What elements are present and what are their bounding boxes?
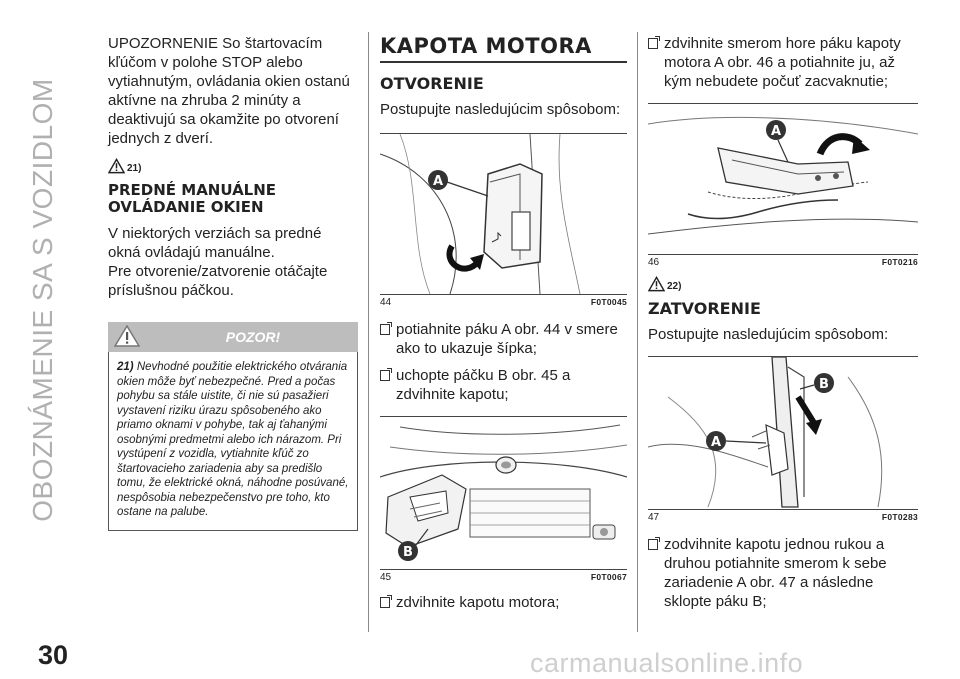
figure-code: F0T0283: [881, 512, 918, 522]
figure-caption: [648, 512, 918, 523]
section-paragraph: Pre otvorenie/zatvorenie otáčajte príslušnou páčkou.: [108, 263, 328, 299]
column-1: [108, 34, 358, 531]
page-section-title: KAPOTA MOTORA: [380, 34, 627, 63]
bullet-box-icon: [648, 539, 658, 550]
warning-ref-number: 21): [117, 361, 134, 373]
figure-number: 45: [380, 572, 392, 583]
bullet-box-icon: [648, 38, 658, 49]
instructions-intro: Postupujte nasledujúcim spôsobom:: [648, 326, 889, 343]
reference-number: 21): [127, 163, 142, 174]
column-divider: [368, 32, 369, 632]
subsection-heading: OTVORENIE: [380, 74, 484, 93]
section-heading: PREDNÉ MANUÁLNE OVLÁDANIE OKIEN: [108, 181, 277, 216]
intro-paragraph: UPOZORNENIE So štartovacím kľúčom v polohe STOP alebo vytiahnutým, ovládania okien ostanú aktívne na zhruba 2 minúty a deaktivujú sa okamžite po otvorení jednych z dverí.: [108, 35, 350, 147]
figure-label-a: A: [432, 174, 444, 189]
figure-code: F0T0045: [590, 297, 627, 307]
figure-44: [380, 133, 627, 295]
list-item: [380, 593, 627, 612]
figure-46: [648, 103, 918, 255]
list-item: [648, 535, 918, 611]
warning-header: [108, 322, 358, 352]
reference-number: 22): [667, 281, 682, 292]
hood-closing-illustration: [648, 357, 918, 509]
hood-release-lever-illustration: [380, 134, 627, 294]
figure-code: F0T0216: [881, 257, 918, 267]
column-3: [648, 34, 918, 611]
bullet-box-icon: [380, 370, 390, 381]
subsection-heading: ZATVORENIE: [648, 299, 761, 318]
warning-body: [108, 352, 358, 531]
figure-label-a: A: [710, 435, 722, 450]
chapter-side-title: [8, 20, 78, 580]
figure-47: [648, 356, 918, 510]
warning-reference: [108, 158, 358, 174]
figure-caption: [380, 297, 627, 308]
section-paragraph: V niektorých verziách sa predné okná ovládajú manuálne.: [108, 225, 322, 261]
list-item: [380, 366, 627, 404]
instructions-intro: Postupujte nasledujúcim spôsobom:: [380, 101, 621, 118]
list-item-text: uchopte páčku B obr. 45 a zdvihnite kapotu;: [396, 367, 571, 403]
chapter-title-text: OBOZNÁMENIE SA S VOZIDLOM: [27, 78, 58, 522]
list-item-text: zdvihnite kapotu motora;: [396, 594, 560, 611]
figure-label-b: B: [819, 377, 829, 392]
figure-code: F0T0067: [590, 572, 627, 582]
figure-label-b: B: [403, 545, 413, 560]
bullet-box-icon: [380, 324, 390, 335]
list-item-text: potiahnite páku A obr. 44 v smere ako to ukazuje šípka;: [396, 321, 618, 357]
warning-text: Nevhodné použitie elektrického otvárania okien môže byť nebezpečné. Pred a počas pohybu sa stále uistite, či nie sú pasažieri vystavení riziku úrazu spôsobeného ako priamo oknami v pohybe, tak aj ťahanými osobnými predmetmi alebo ich nárazom. Pri vystúpení z vozidla, vytiahnite kľúč zo štartovacieho zariadenia aby sa predišlo tomu, že elektrické okná, náhodne posúvané, nespôsobia nebezpečenstvo pre toho, kto ostane na palube.: [117, 361, 349, 518]
column-2: [380, 34, 627, 612]
figure-45: [380, 416, 627, 570]
figure-number: 47: [648, 512, 660, 523]
watermark: carmanualsonline.info: [530, 648, 804, 678]
list-item-text: zdvihnite smerom hore páku kapoty motora A obr. 46 a potiahnite ju, až kým nebudete počuť zacvaknutie;: [664, 35, 901, 90]
warning-reference: [648, 276, 918, 292]
warning-title: POZOR!: [225, 329, 281, 345]
list-item: [380, 320, 627, 358]
warning-triangle-icon: [108, 158, 125, 174]
figure-caption: [380, 572, 627, 583]
bullet-box-icon: [380, 597, 390, 608]
figure-number: 46: [648, 257, 660, 268]
figure-number: 44: [380, 297, 392, 308]
column-divider: [637, 32, 638, 632]
list-item-text: zodvihnite kapotu jednou rukou a druhou potiahnite smerom k sebe zariadenie A obr. 47 a následne sklopte páku B;: [664, 536, 887, 610]
hood-latch-illustration: [380, 417, 627, 569]
page-number: 30: [38, 640, 69, 670]
warning-triangle-icon: [648, 276, 665, 292]
figure-label-a: A: [770, 124, 782, 139]
hood-lever-lift-illustration: [648, 104, 918, 254]
figure-caption: [648, 257, 918, 268]
list-item: [648, 34, 918, 91]
